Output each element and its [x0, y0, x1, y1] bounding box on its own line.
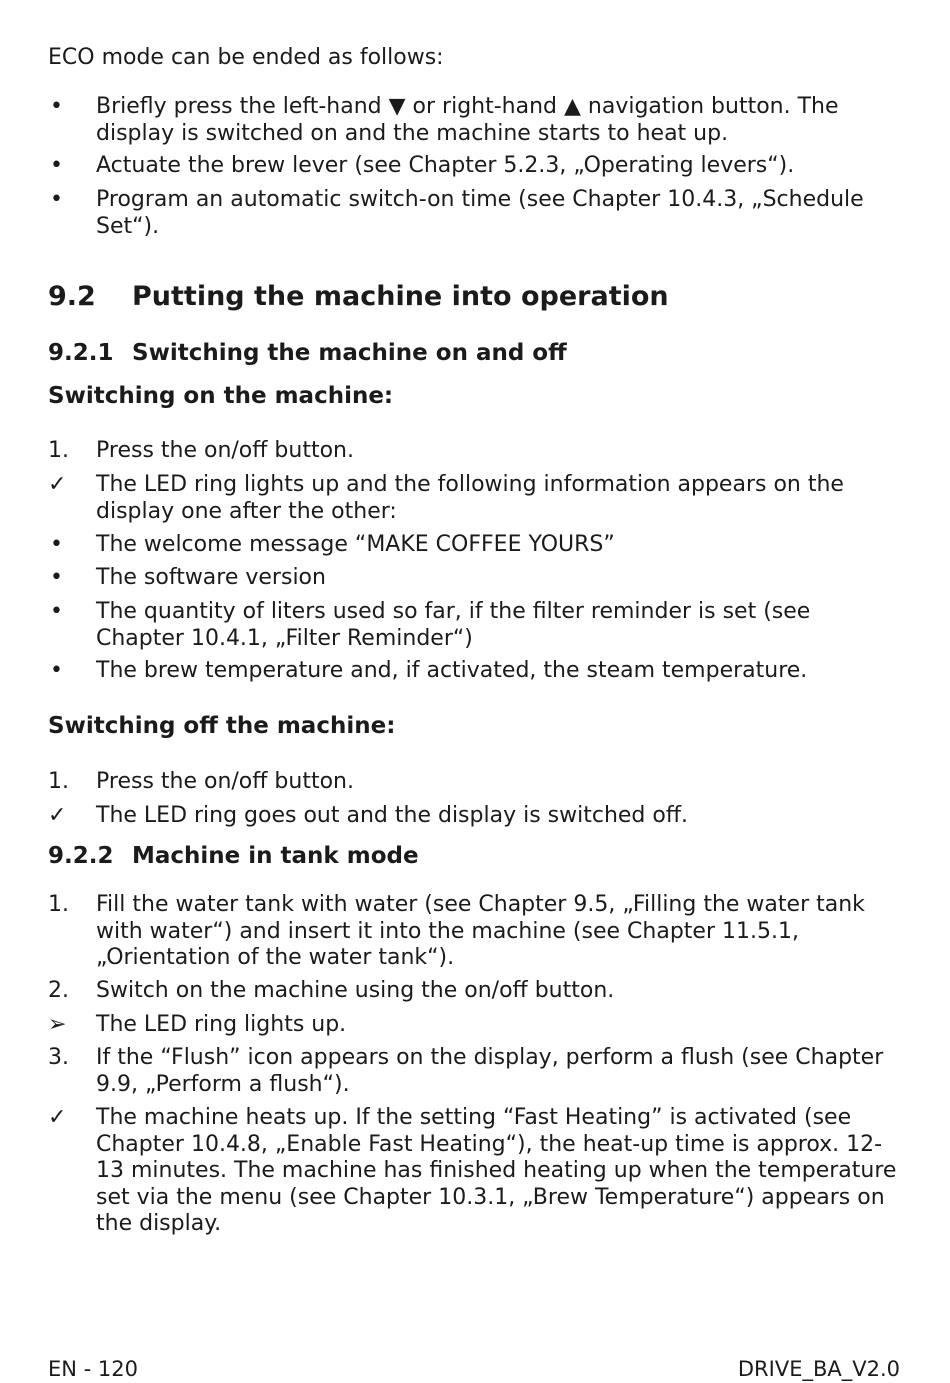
switching-on-heading: Switching on the machine: — [48, 383, 394, 409]
list-item — [48, 978, 898, 1005]
list-item — [48, 658, 898, 685]
list-item — [48, 1012, 898, 1039]
list-item-text: Briefly press the left-hand ▼ or right-hand ▲ navigation button. The display is switched on and the machine starts to heat up. — [96, 94, 839, 146]
list-item-text: Switch on the machine using the on/off button. — [96, 978, 615, 1003]
list-item — [48, 892, 898, 972]
step-number: 1. — [48, 438, 69, 463]
list-item — [48, 599, 898, 652]
bullet-marker: • — [50, 565, 63, 590]
list-item — [48, 1045, 898, 1098]
bullet-marker: • — [50, 187, 63, 212]
checkmark-icon: ✓ — [48, 472, 67, 497]
list-item-text: If the “Flush” icon appears on the display, perform a flush (see Chapter 9.9, „Perform a flush“). — [96, 1045, 884, 1097]
switching-off-heading: Switching off the machine: — [48, 713, 396, 739]
list-item-text: Press the on/off button. — [96, 438, 354, 463]
section-title: Putting the machine into operation — [132, 281, 669, 312]
step-number: 1. — [48, 892, 69, 917]
bullet-marker: • — [50, 153, 63, 178]
list-item-text: Press the on/off button. — [96, 769, 354, 794]
list-item — [48, 438, 898, 465]
subsection-number: 9.2.2 — [48, 843, 114, 869]
list-item — [48, 472, 898, 525]
list-item — [48, 1105, 898, 1238]
list-item-text: Program an automatic switch-on time (see Chapter 10.4.3, „Schedule Set“). — [96, 187, 864, 239]
checkmark-icon: ✓ — [48, 1105, 67, 1130]
subsection-heading — [48, 843, 419, 869]
list-item — [48, 803, 898, 830]
list-item — [48, 94, 898, 147]
list-item-text: Fill the water tank with water (see Chapter 9.5, „Filling the water tank with water“) and insert it into the machine (see Chapter 11.5.1, „Orientation of the water tank“). — [96, 892, 865, 970]
section-heading — [48, 281, 669, 312]
list-item-text: The LED ring lights up. — [96, 1012, 347, 1037]
list-item-text: Actuate the brew lever (see Chapter 5.2.3, „Operating levers“). — [96, 153, 795, 178]
list-item-text: The brew temperature and, if activated, the steam temperature. — [96, 658, 808, 683]
list-item-text: The machine heats up. If the setting “Fast Heating” is activated (see Chapter 10.4.8, „Enable Fast Heating“), the heat-up time is approx. 12-13 minutes. The machine has finished heating up when the temperature set via the menu (see Chapter 10.3.1, „Brew Temperature“) appears on the display. — [96, 1105, 897, 1236]
arrow-right-icon: ➢ — [48, 1012, 67, 1037]
step-number: 3. — [48, 1045, 69, 1070]
subsection-title: Machine in tank mode — [132, 843, 419, 869]
page-number: EN - 120 — [48, 1357, 138, 1381]
list-item-text: The quantity of liters used so far, if the filter reminder is set (see Chapter 10.4.1, „Filter Reminder“) — [96, 599, 811, 651]
list-item — [48, 769, 898, 796]
bullet-marker: • — [50, 599, 63, 624]
step-number: 1. — [48, 769, 69, 794]
bullet-marker: • — [50, 94, 63, 119]
intro-text: ECO mode can be ended as follows: — [48, 45, 444, 70]
checkmark-icon: ✓ — [48, 803, 67, 828]
section-number: 9.2 — [48, 281, 96, 312]
list-item-text: The welcome message “MAKE COFFEE YOURS” — [96, 532, 615, 557]
document-id: DRIVE_BA_V2.0 — [737, 1357, 900, 1381]
list-item-text: The LED ring lights up and the following information appears on the display one after the other: — [96, 472, 844, 524]
bullet-marker: • — [50, 532, 63, 557]
list-item — [48, 187, 898, 240]
bullet-marker: • — [50, 658, 63, 683]
list-item — [48, 153, 898, 180]
subsection-heading — [48, 340, 567, 366]
list-item — [48, 565, 898, 592]
step-number: 2. — [48, 978, 69, 1003]
list-item — [48, 532, 898, 559]
subsection-title: Switching the machine on and off — [132, 340, 567, 366]
list-item-text: The software version — [96, 565, 326, 590]
list-item-text: The LED ring goes out and the display is switched off. — [96, 803, 688, 828]
subsection-number: 9.2.1 — [48, 340, 114, 366]
